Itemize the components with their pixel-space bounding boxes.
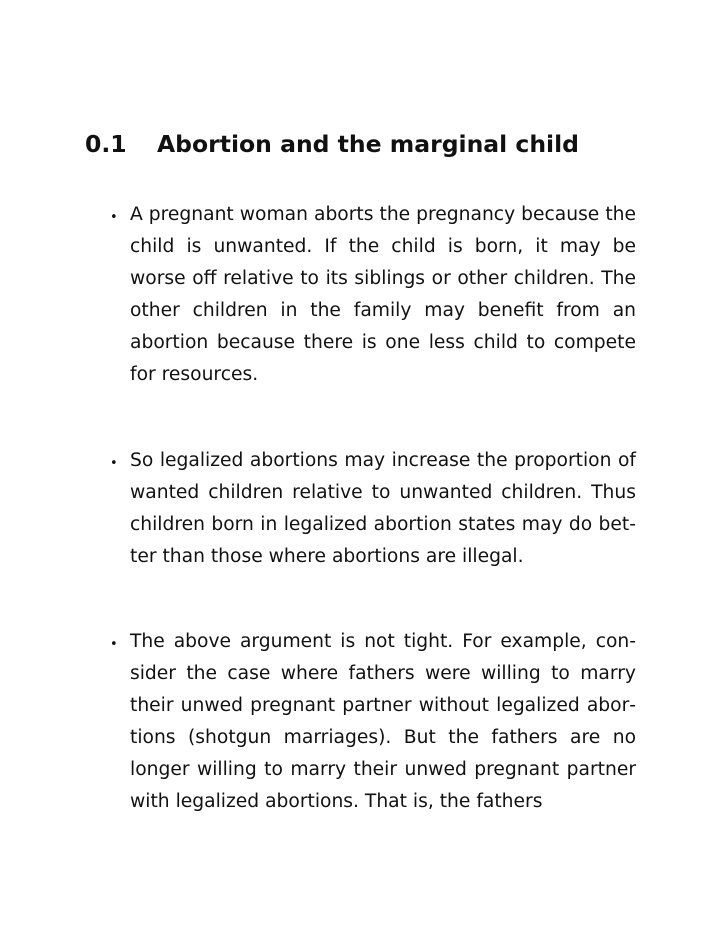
- bullet-paragraph: So legalized abortions may increase the proportion of wanted children relative to unwanted children. Thus children born in legalized abortion states may do better than those where abortions are illegal.: [130, 450, 636, 567]
- section-title: Abortion and the marginal child: [157, 130, 579, 158]
- bullet-marker: •: [110, 456, 118, 471]
- section-number: 0.1: [85, 130, 127, 158]
- bullet-paragraph: A pregnant woman aborts the pregnancy because the child is unwanted. If the child is born, it may be worse off relative to its siblings or other children. The other children in the family may benefit from an abortion because there is one less child to compete for resources.: [130, 204, 636, 385]
- bullet-marker: •: [110, 637, 118, 652]
- bullet-paragraph: The above argument is not tight. For example, consider the case where fathers were willing to marry their unwed pregnant partner without legalized abortions (shotgun marriages). But the fathers are no longer willing to marry their unwed pregnant partner with legalized abortions. That is, the fathers: [130, 631, 636, 812]
- bullet-marker: •: [110, 210, 118, 225]
- section-heading: [85, 130, 579, 158]
